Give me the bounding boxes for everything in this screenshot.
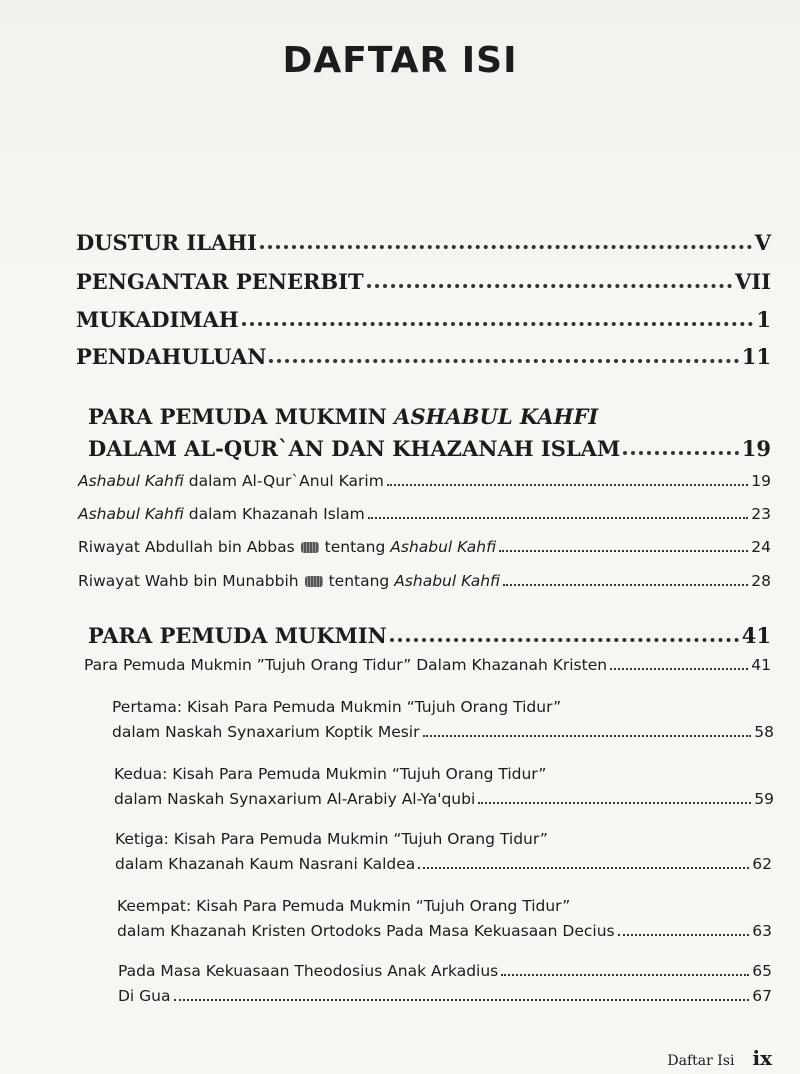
entry-label: Pada Masa Kekuasaan Theodosius Anak Arkadius: [118, 962, 499, 980]
toc-entry-pendahuluan[interactable]: [76, 344, 771, 369]
entry-page: 41: [741, 623, 771, 648]
entry-label: Ashabul Kahfi dalam Al-Qur`Anul Karim: [78, 472, 384, 490]
leader-dots: [174, 999, 750, 1001]
toc-subentry[interactable]: [114, 790, 774, 808]
entry-page: 63: [752, 922, 772, 940]
leader-dots: [269, 359, 738, 363]
entry-page: 19: [741, 436, 771, 461]
entry-label: PENGANTAR PENERBIT: [76, 269, 364, 294]
entry-label: PARA PEMUDA MUKMIN: [88, 623, 387, 648]
entry-page: 62: [752, 855, 772, 873]
entry-label: dalam Khazanah Kaum Nasrani Kaldea: [115, 855, 416, 873]
toc-subentry[interactable]: [84, 656, 771, 674]
leader-dots: [260, 245, 752, 249]
rahimahullah-seal-icon: [305, 576, 323, 587]
toc-subentry[interactable]: [118, 987, 772, 1005]
entry-page: 19: [751, 472, 771, 490]
leader-dots: [610, 668, 748, 670]
entry-label: Di Gua: [118, 987, 171, 1005]
entry-page: V: [754, 230, 771, 255]
leader-dots: [367, 284, 732, 288]
section1-heading-italic: ASHABUL KAHFI: [394, 404, 599, 429]
toc-subentry-line1: Kedua: Kisah Para Pemuda Mukmin “Tujuh Orang Tidur”: [114, 765, 547, 783]
toc-entry-section1[interactable]: [88, 436, 771, 461]
entry-page: VII: [735, 269, 771, 294]
toc-subentry[interactable]: [78, 572, 771, 590]
radhiyallahu-seal-icon: [301, 542, 319, 553]
entry-page: 1: [756, 307, 771, 332]
entry-page: 28: [751, 572, 771, 590]
footer-title: Daftar Isi: [667, 1053, 735, 1069]
entry-label: dalam Khazanah Kristen Ortodoks Pada Masa Kekuasaan Decius: [117, 922, 615, 940]
leader-dots: [618, 934, 750, 936]
toc-subentry[interactable]: [78, 505, 771, 523]
leader-dots: [499, 550, 748, 552]
toc-subentry-line1: Keempat: Kisah Para Pemuda Mukmin “Tujuh Orang Tidur”: [117, 897, 571, 915]
page-footer: [667, 1046, 772, 1070]
entry-label: DALAM AL-QUR`AN DAN KHAZANAH ISLAM: [88, 436, 621, 461]
toc-subentry[interactable]: [115, 855, 772, 873]
entry-label: Riwayat Abdullah bin Abbas tentang Ashabul Kahfi: [78, 538, 497, 556]
entry-page: 67: [752, 987, 772, 1005]
leader-dots: [242, 322, 754, 326]
entry-label: MUKADIMAH: [76, 307, 239, 332]
entry-page: 24: [751, 538, 771, 556]
entry-page: 65: [752, 962, 772, 980]
toc-subentry[interactable]: [118, 962, 772, 980]
toc-subentry-line1: Ketiga: Kisah Para Pemuda Mukmin “Tujuh Orang Tidur”: [115, 830, 548, 848]
toc-subentry[interactable]: [78, 472, 771, 490]
leader-dots: [623, 451, 739, 455]
toc-entry-mukadimah[interactable]: [76, 307, 771, 332]
leader-dots: [503, 584, 748, 586]
entry-label: DUSTUR ILAHI: [76, 230, 257, 255]
leader-dots: [478, 802, 751, 804]
section1-heading-line1: PARA PEMUDA MUKMIN ASHABUL KAHFI: [88, 404, 599, 429]
leader-dots: [423, 735, 752, 737]
entry-label: Riwayat Wahb bin Munabbih tentang Ashabul Kahfi: [78, 572, 501, 590]
page-number: ix: [752, 1046, 772, 1070]
toc-subentry[interactable]: [112, 723, 774, 741]
entry-page: 59: [754, 790, 774, 808]
leader-dots: [390, 638, 739, 642]
entry-page: 11: [741, 344, 771, 369]
entry-label: Ashabul Kahfi dalam Khazanah Islam: [78, 505, 365, 523]
toc-entry-dustur-ilahi[interactable]: [76, 230, 771, 255]
entry-label: dalam Naskah Synaxarium Koptik Mesir: [112, 723, 420, 741]
entry-page: 23: [751, 505, 771, 523]
toc-subentry[interactable]: [117, 922, 772, 940]
entry-label: Para Pemuda Mukmin ”Tujuh Orang Tidur” Dalam Khazanah Kristen: [84, 656, 608, 674]
toc-subentry[interactable]: [78, 538, 771, 556]
page-title: DAFTAR ISI: [282, 40, 518, 81]
toc-subentry-line1: Pertama: Kisah Para Pemuda Mukmin “Tujuh Orang Tidur”: [112, 698, 562, 716]
toc-entry-section2[interactable]: [88, 623, 771, 648]
leader-dots: [387, 484, 748, 486]
leader-dots: [501, 974, 749, 976]
entry-page: 41: [751, 656, 771, 674]
entry-page: 58: [754, 723, 774, 741]
toc-entry-pengantar-penerbit[interactable]: [76, 269, 771, 294]
entry-label: PENDAHULUAN: [76, 344, 267, 369]
leader-dots: [368, 517, 749, 519]
leader-dots: [418, 867, 749, 869]
entry-label: dalam Naskah Synaxarium Al-Arabiy Al-Ya'qubi: [114, 790, 476, 808]
